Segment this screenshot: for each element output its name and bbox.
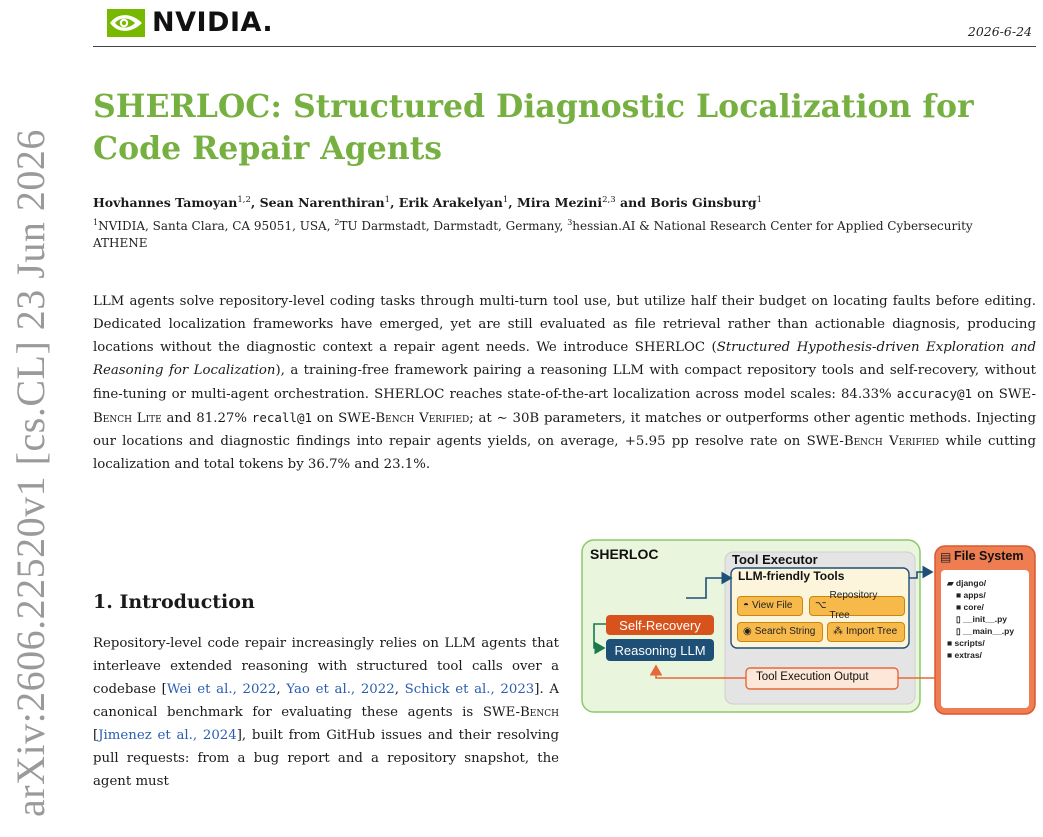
abstract-text: on <box>972 387 999 402</box>
tree-item-file <box>956 626 1014 637</box>
affiliation-mark: 1 <box>93 218 99 227</box>
body-text: Repository-level code repair increasingly relies on LLM agents that interleave extended reasoning with structured tool calls over a codebase [ <box>93 636 559 697</box>
author-list: Hovhannes Tamoyan$^{1,2}$, Sean Narenthiran$^1$, Erik Arakelyan$^1$, Mira Mezini$^{2,3}$ and Boris Ginsburg$^1$ <box>93 195 763 211</box>
metric-name: recall@1 <box>251 410 313 425</box>
body-text: ], built from GitHub issues and their resolving pull requests: from a bug report and a repository snapshot, the agent must <box>93 728 559 789</box>
affiliation-text: TU Darmstadt, Darmstadt, Germany, <box>339 219 568 233</box>
body-text: ]. A canonical benchmark for evaluating these agents is <box>93 682 559 720</box>
tool-label: View File <box>752 600 793 611</box>
author-conjunction: and <box>620 195 646 211</box>
self-recovery-box: Self-Recovery <box>606 615 714 635</box>
affiliations <box>93 214 998 252</box>
llm-tools-label: LLM-friendly Tools <box>738 569 845 583</box>
author-name: Boris Ginsburg <box>650 195 757 211</box>
tree-item-folder <box>956 590 986 600</box>
folder-icon: ■ <box>947 638 955 648</box>
author-name: Erik Arakelyan <box>398 195 503 211</box>
metric-name: accuracy@1 <box>896 386 973 401</box>
tree-item-label: __main__.py <box>963 626 1015 636</box>
tree-item-folder <box>947 578 986 589</box>
citation-link[interactable]: Yao et al., 2022 <box>286 682 395 697</box>
import-tree-tool <box>827 622 905 642</box>
benchmark-name: SWE-Bench Verified <box>806 434 940 449</box>
abstract-text: and 81.27% <box>161 411 252 426</box>
author-affiliation-mark: 2,3 <box>602 195 616 205</box>
nvidia-logo <box>107 7 273 38</box>
folder-icon: ■ <box>947 650 955 660</box>
view-file-tool <box>737 596 803 616</box>
tool-executor-label: Tool Executor <box>732 552 818 567</box>
introduction-paragraph <box>93 632 559 793</box>
affiliation-text: NVIDIA, Santa Clara, CA 95051, USA, <box>98 219 335 233</box>
acronym-expansion: Structured Hypothesis-driven Exploration and Reasoning for Localization <box>93 340 1036 378</box>
file-icon: ▯ <box>956 614 964 624</box>
body-text: [ <box>93 728 99 743</box>
title-line-2: Code Repair Agents <box>93 130 442 167</box>
benchmark-name: SWE-Bench <box>482 705 559 720</box>
citation-link[interactable]: Jimenez et al., 2024 <box>98 728 237 743</box>
abstract-text: LLM agents solve repository-level coding tasks through multi-turn tool use, but utilize half their budget on locating faults before editing. Dedicated localization frameworks have emerged, yet are still evaluated as file retrieval rather than actionable diagnosis, producing locations without the diagnostic context a repair agent needs. We introduce SHERLOC ( <box>93 294 1036 355</box>
file-system-label: File System <box>954 549 1024 563</box>
tree-item-folder <box>947 650 982 660</box>
sherloc-architecture-figure <box>580 538 1040 738</box>
abstract-text: ; at ∼ 30B parameters, it matches or outperforms other agentic methods. Injecting our locations and diagnostic findings into repair agents yields, on average, +5.95 pp resolve rate on <box>93 411 1036 449</box>
file-icon: ▯ <box>956 626 964 636</box>
hierarchy-icon: ⁂ <box>833 626 843 637</box>
tool-label: Repository Tree <box>829 590 878 621</box>
body-text: , <box>276 682 287 697</box>
affiliation-mark: 2 <box>334 218 340 227</box>
tree-item-label: django/ <box>955 578 987 588</box>
nvidia-eye-icon <box>107 9 145 37</box>
tree-item-label: scripts/ <box>954 638 985 648</box>
file-system-icon: ▤ <box>940 550 952 564</box>
tool-label: Import Tree <box>846 626 898 637</box>
author-name: Hovhannes Tamoyan <box>93 195 238 211</box>
author-name: Mira Mezini <box>517 195 603 211</box>
search-string-tool <box>737 622 823 642</box>
reasoning-llm-box: Reasoning LLM <box>606 639 714 661</box>
tree-item-label: apps/ <box>963 590 986 600</box>
folder-icon: ■ <box>956 602 964 612</box>
citation-link[interactable]: Wei et al., 2022 <box>166 682 277 697</box>
tree-item-label: extras/ <box>954 650 982 660</box>
tool-label: Search String <box>754 626 816 637</box>
tree-item-label: __init__.py <box>963 614 1007 624</box>
repository-tree-tool <box>809 590 905 621</box>
eye-icon: ◓ <box>743 600 750 611</box>
tree-item-file <box>956 614 1007 625</box>
author-affiliation-mark: 1,2 <box>237 195 251 205</box>
tree-branch-icon: ⌥ <box>815 600 827 611</box>
page-header <box>93 0 1036 47</box>
tree-item-folder <box>956 602 984 612</box>
title-line-1: SHERLOC: Structured Diagnostic Localization for <box>93 88 974 125</box>
affiliation-text: hessian.AI & National Research Center for Applied Cybersecurity ATHENE <box>93 219 973 250</box>
author-affiliation-mark: 1 <box>502 195 509 205</box>
tree-item-folder <box>947 638 985 648</box>
abstract-text: ), a training-free framework pairing a reasoning LLM with compact repository tools and self-recovery, without fine-tuning or multi-agent orchestration. SHERLOC reaches state-of-the-art localization across model scales: 84.33% <box>93 363 1036 402</box>
search-icon: ◉ <box>743 626 752 637</box>
body-text: , <box>394 682 405 697</box>
folder-icon: ■ <box>956 590 964 600</box>
benchmark-name: SWE-Bench Lite <box>93 387 1036 426</box>
tree-item-label: core/ <box>963 602 984 612</box>
arxiv-side-stamp <box>8 0 56 837</box>
benchmark-name: SWE-Bench Verified <box>338 411 470 426</box>
abstract-text: on <box>312 411 339 426</box>
abstract <box>93 290 1036 476</box>
tool-output-label: Tool Execution Output <box>756 671 869 683</box>
author-name: Sean Narenthiran <box>259 195 385 211</box>
affiliation-mark: 3 <box>567 218 573 227</box>
citation-link[interactable]: Schick et al., 2023 <box>404 682 535 697</box>
logo-wordmark: NVIDIA. <box>152 7 274 38</box>
abstract-text: while cutting localization and total tokens by 36.7% and 23.1%. <box>93 434 1036 472</box>
header-date: 2026-6-24 <box>967 24 1032 39</box>
paper-title <box>93 86 1023 170</box>
sherloc-label: SHERLOC <box>590 546 659 562</box>
arxiv-identifier: arXiv:2606.22520v1 [cs.CL] 23 Jun 2026 <box>8 129 53 817</box>
folder-open-icon: ▰ <box>947 578 956 588</box>
section-heading-introduction: 1. Introduction <box>93 591 255 613</box>
author-affiliation-mark: 1 <box>756 195 763 205</box>
author-affiliation-mark: 1 <box>384 195 391 205</box>
